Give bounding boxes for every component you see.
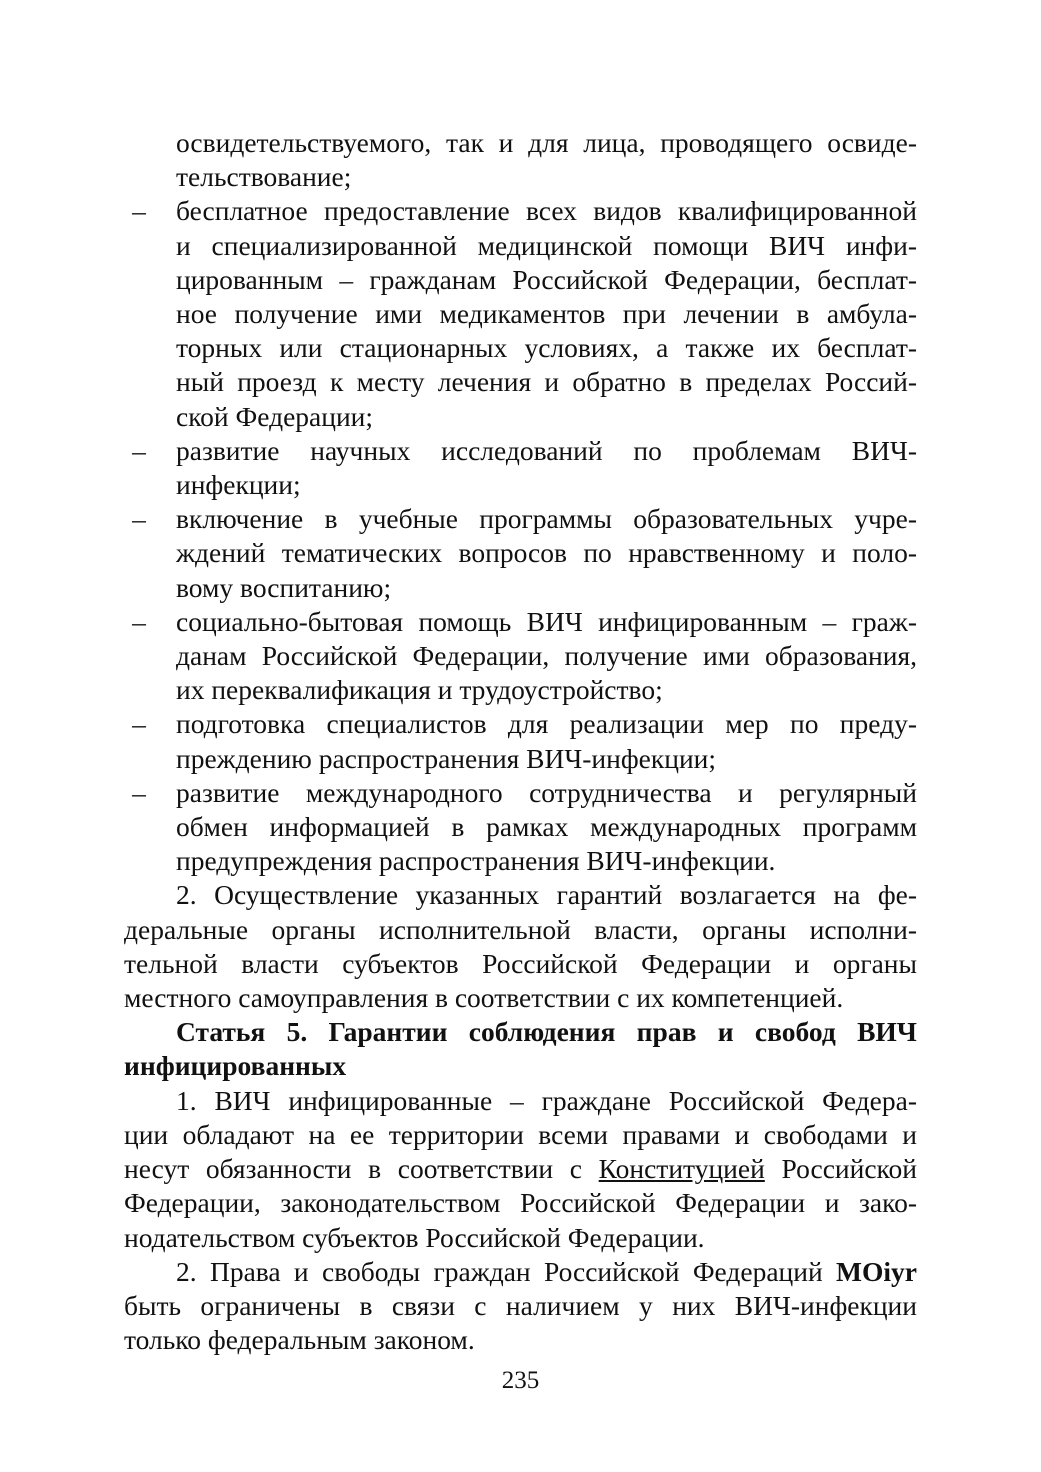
text-line: ное получение ими медикаментов при лечении в амбула- bbox=[176, 298, 917, 330]
heading-line: Статья 5. Гарантии соблюдения прав и свобод ВИЧ bbox=[176, 1016, 917, 1048]
text-line: цированным – гражданам Российской Федерации, бесплат- bbox=[176, 263, 917, 295]
dash-bullet-icon: – bbox=[132, 776, 146, 808]
dash-bullet-icon: – bbox=[132, 434, 146, 466]
list-item bbox=[124, 776, 917, 879]
constitution-link[interactable]: Конституцией bbox=[598, 1153, 765, 1185]
text-line: ской Федерации; bbox=[176, 400, 374, 432]
text-line: ный проезд к месту лечения и обратно в пределах Россий- bbox=[176, 366, 917, 398]
text-line: ждений тематических вопросов по нравственному и поло- bbox=[176, 537, 917, 569]
text-line: быть ограничены в связи с наличием у них ВИЧ-инфекции bbox=[124, 1289, 917, 1321]
text-fragment: несут обязанности в соответствии с bbox=[124, 1153, 599, 1185]
text-line: социально-бытовая помощь ВИЧ инфицированным – граж- bbox=[176, 605, 917, 637]
paragraph bbox=[124, 878, 917, 1015]
text-line: подготовка специалистов для реализации мер по преду- bbox=[176, 708, 917, 740]
text-line: обмен информацией в рамках международных программ bbox=[176, 811, 917, 843]
heading-line: инфицированных bbox=[124, 1050, 347, 1082]
text-line: 2. Осуществление указанных гарантий возлагается на фе- bbox=[176, 879, 917, 911]
text-line: развитие научных исследований по проблемам ВИЧ- bbox=[176, 434, 917, 466]
article-heading bbox=[124, 1015, 917, 1083]
text-line: Федерации, законодательством Российской Федерации и зако- bbox=[124, 1187, 917, 1219]
text-line: предупреждения распространения ВИЧ-инфекции. bbox=[176, 845, 776, 877]
text-line: только федеральным законом. bbox=[124, 1324, 475, 1356]
text-line: их переквалификация и трудоустройство; bbox=[176, 674, 663, 706]
list-item bbox=[124, 707, 917, 775]
text-fragment: 2. Права и свободы граждан Российской Федераций bbox=[176, 1255, 837, 1287]
page-body bbox=[124, 126, 917, 1357]
text-line: и специализированной медицинской помощи ВИЧ инфи- bbox=[176, 229, 917, 261]
continuation-text bbox=[124, 126, 917, 194]
dash-bullet-icon: – bbox=[132, 708, 146, 740]
dash-bullet-icon: – bbox=[132, 195, 146, 227]
list-item bbox=[124, 194, 917, 433]
text-line: местного самоуправления в соответствии с их компетенцией. bbox=[124, 982, 844, 1014]
bold-fragment: MOiyr bbox=[836, 1255, 917, 1287]
page-number: 235 bbox=[501, 1367, 540, 1394]
paragraph bbox=[124, 1255, 917, 1358]
list-item bbox=[124, 434, 917, 502]
text-line: 1. ВИЧ инфицированные – граждане Российской Федера- bbox=[176, 1084, 917, 1116]
text-line: деральные органы исполнительной власти, органы исполни- bbox=[124, 913, 917, 945]
text-line bbox=[124, 1255, 917, 1289]
text-line: освидетельствуемого, так и для лица, проводящего освиде- bbox=[176, 127, 917, 158]
paragraph bbox=[124, 1084, 917, 1255]
text-line: нодательством субъектов Российской Федерации. bbox=[124, 1221, 705, 1253]
text-line: инфекции; bbox=[176, 469, 301, 501]
text-line: развитие международного сотрудничества и регулярный bbox=[176, 776, 917, 808]
text-line: включение в учебные программы образовательных учре- bbox=[176, 503, 917, 535]
dash-bullet-icon: – bbox=[132, 503, 146, 535]
text-fragment: Российской bbox=[764, 1153, 917, 1185]
text-line: вому воспитанию; bbox=[176, 571, 392, 603]
text-line: тельствование; bbox=[176, 161, 352, 193]
text-line: ции обладают на ее территории всеми правами и свободами и bbox=[124, 1118, 917, 1150]
text-line bbox=[124, 1152, 917, 1186]
text-line: бесплатное предоставление всех видов квалифицированной bbox=[176, 195, 917, 227]
dash-bullet-icon: – bbox=[132, 605, 146, 637]
list-item bbox=[124, 605, 917, 708]
text-line: данам Российской Федерации, получение ими образования, bbox=[176, 640, 917, 672]
text-line: преждению распространения ВИЧ-инфекции; bbox=[176, 742, 717, 774]
text-line: торных или стационарных условиях, а также их бесплат- bbox=[176, 332, 917, 364]
text-line: тельной власти субъектов Российской Федерации и органы bbox=[124, 947, 917, 979]
list-item bbox=[124, 502, 917, 605]
